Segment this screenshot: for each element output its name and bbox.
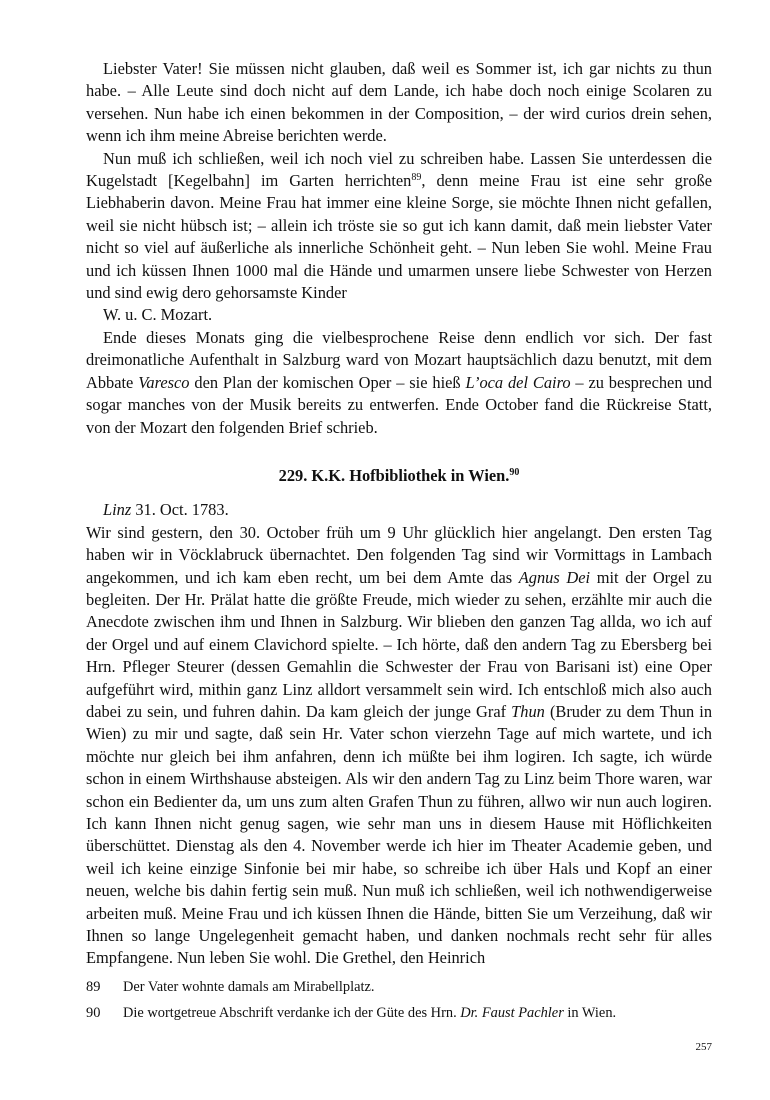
footnote-89 xyxy=(86,974,712,1000)
footnote-text xyxy=(123,1000,712,1026)
page-number: 257 xyxy=(695,1041,712,1053)
signature: W. u. C. Mozart. xyxy=(103,305,213,325)
text-run: den Plan der komischen Oper – sie hieß xyxy=(189,372,466,392)
main-text xyxy=(86,58,712,970)
letter-heading xyxy=(86,465,712,487)
dateline-date: 31. Oct. 1783. xyxy=(131,500,229,520)
heading-text: 229. K.K. Hofbibliothek in Wien. xyxy=(278,465,510,485)
footnote-number: 90 xyxy=(86,1005,101,1021)
footnote-ref-89: 89 xyxy=(411,172,422,184)
italic-agnus-dei: Agnus Dei xyxy=(518,567,591,587)
text-run: mit der Orgel zu begleiten. Der Hr. Prälat hatte die größte Freude, mich wieder zu sehen, erzählte mir auch die Anecdote zwischen ihm und Ihnen in Salzburg. Wir blieben den ganzen Tag allda, wo ich auf der Orgel und auf einem Clavichord spielte. – Ich hörte, daß den andern Tag zu Ebersberg bei Hrn. Pfleger Steurer (dessen Gemahlin die Schwester der Frau von Barisani ist) eine Oper aufgeführt wird, mithin ganz Linz alldort versammelt sein wird. Ich entschloß mich also auch dabei zu sein, und fuhren dahin. Da kam gleich der junge Graf xyxy=(86,567,712,721)
text-run: Wir sind gestern, den 30. October früh um 9 Uhr glücklich hier angelangt. Den ersten Tag haben wir in Vöcklabruck übernachtet. Den folgenden Tag sind wir Vormittags in Lambach angekommen, und ich kam eben recht, um bei dem Amte das xyxy=(86,522,712,587)
paragraph-kugelstadt xyxy=(86,148,712,305)
text-run: (Bruder zu dem Thun in Wien) zu mir und sagte, daß sein Hr. Vater schon vierzehn Tage auf mich wartete, und ich möchte nur gleich bei ihm anfahren, denn ich müßte bei ihm logiren. Ich sagte, ich würde schon in einem Wirthshause absteigen. Als wir den andern Tag zu Linz beim Thore waren, war schon ein Bedienter da, um uns zum alten Grafen Thun zu führen, allwo wir nun auch logiren. Ich kann Ihnen nicht genug sagen, wie sehr man uns in diesem Hause mit Höflichkeiten überschüttet. Dienstag als den 4. November werde ich hier im Theater Academie geben, und weil ich keine einzige Sinfonie bei mir habe, so schreibe ich über Hals und Kopf an einer neuen, welche bis dahin fertig sein muß. Nun muß ich schließen, weil ich nothwendigerweise arbeiten muß. Meine Frau und ich küssen Ihnen die Hände, bitten Sie um Verzeihung, daß wir Ihnen so lange Ungelegenheit gemacht haben, und danken nochmals recht sehr für alles Empfangene. Nun leben Sie wohl. Die Grethel, den Heinrich xyxy=(86,701,713,968)
text-run: Die wortgetreue Abschrift verdanke ich der Güte des Hrn. xyxy=(123,1005,461,1021)
text-run: – zu besprechen und sogar manches von der Musik bereits zu entwerfen. Ende October fand die Rückreise Statt, von der Mozart den folgenden Brief schrieb. xyxy=(86,372,712,437)
footnote-text: Der Vater wohnte damals am Mirabellplatz. xyxy=(123,979,375,995)
paragraph-letter-closing: Liebster Vater! Sie müssen nicht glauben, daß weil es Sommer ist, ich gar nichts zu thun habe. – Alle Leute sind doch nicht auf dem Lande, ich habe doch noch einige Scolaren zu versehen. Nun habe ich einen bekommen in der Composition, – der wird curios drein sehen, wenn ich ihm meine Abreise berichten werde. xyxy=(86,59,712,146)
text-run: , denn meine Frau ist eine sehr große Liebhaberin davon. Meine Frau hat immer eine kleine Sorge, sie möchte Ihnen nicht gefallen, weil sie nicht hübsch ist; – allein ich tröste sie so gut ich kann damit, daß mein liebster Vater nicht so viel auf äußerliche als innerliche Schönheit geht. – Nun leben Sie wohl. Meine Frau und ich küssen Ihnen 1000 mal die Hände und umarmen unsere liebe Schwester von Herzen und sind ewig dero gehorsamste Kinder xyxy=(86,171,712,303)
text-run: Nun muß ich schließen, weil ich noch viel zu schreiben habe. Lassen Sie unterdessen die Kugelstadt [Kegelbahn] im Garten herrichten xyxy=(86,148,712,191)
footnote-90 xyxy=(86,1000,712,1026)
dateline xyxy=(86,499,712,521)
text-run: in Wien. xyxy=(563,1005,617,1021)
text-run: Ende dieses Monats ging die vielbesprochene Reise denn endlich vor sich. Der fast dreimonatliche Aufenthalt in Salzburg ward von Mozart hauptsächlich dazu benutzt, mit dem Abbate xyxy=(86,327,712,392)
italic-title-oca: L’oca del Cairo xyxy=(465,372,571,392)
footnotes xyxy=(86,974,712,1026)
footnote-ref-90: 90 xyxy=(509,466,520,478)
italic-name-pachler: Dr. Faust Pachler xyxy=(460,1005,564,1021)
paragraph-linz-letter xyxy=(86,522,712,970)
footnote-number: 89 xyxy=(86,979,101,995)
italic-name-thun: Thun xyxy=(511,701,545,721)
italic-name-varesco: Varesco xyxy=(138,372,190,392)
dateline-place: Linz xyxy=(103,500,132,520)
paragraph-narrative xyxy=(86,327,712,439)
